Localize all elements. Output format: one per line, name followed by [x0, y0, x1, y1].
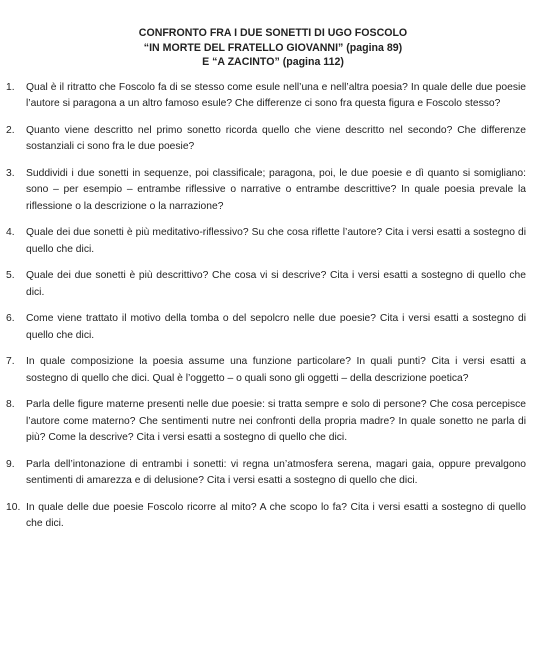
question-text: Parla dell’intonazione di entrambi i sonetti: vi regna un’atmosfera serena, magari gaia, oppure prevalgono sentimenti di amarezza e di delusione? Cita i versi esatti a sostegno di quello che dici.	[26, 458, 526, 486]
question-item	[6, 457, 526, 490]
question-text: Qual è il ritratto che Foscolo fa di se stesso come esule nell’una e nell’altra poesia? In quale delle due poesie l’autore si paragona a un altro famoso esule? Che differenze ci sono fra questa figura e Foscolo stesso?	[26, 81, 526, 109]
question-item	[6, 80, 526, 113]
question-number: 6.	[6, 313, 15, 324]
question-number: 3.	[6, 167, 15, 179]
question-item	[6, 500, 526, 533]
question-text: Quale dei due sonetti è più descrittivo? Che cosa vi si descrive? Cita i versi esatti a sostegno di quello che dici.	[26, 270, 526, 298]
question-text: Come viene trattato il motivo della tomba o del sepolcro nelle due poesie? Cita i versi esatti a sostegno di quello che dici.	[26, 313, 526, 341]
question-number: 1.	[6, 81, 15, 93]
question-item	[6, 123, 526, 156]
question-text: Suddividi i due sonetti in sequenze, poi classificale; paragona, poi, le due poesie e dì quanto si somigliano: sono – per esempio – entrambe riflessive o narrative o entrambe descrittive? In quale poesia prevale la riflessione o la descrizione o la narrazione?	[26, 167, 526, 212]
question-number: 4.	[6, 227, 15, 238]
question-number: 2.	[6, 124, 15, 136]
question-item	[6, 354, 526, 387]
question-text: Parla delle figure materne presenti nelle due poesie: si tratta sempre e solo di persone? Che cosa percepisce l’autore come materno? Che sentimenti nutre nei confronti della propria madre? In quale sonetto ne parla di più? Come la descrive? Cita i versi esatti a sostegno di quello che dici.	[26, 399, 526, 443]
question-number: 5.	[6, 270, 15, 281]
question-text: In quale delle due poesie Foscolo ricorre al mito? A che scopo lo fa? Cita i versi esatti a sostegno di quello che dici.	[26, 501, 526, 529]
question-item	[6, 397, 526, 447]
document-title	[20, 26, 526, 70]
question-item	[6, 268, 526, 301]
title-line: CONFRONTO FRA I DUE SONETTI DI UGO FOSCOLO	[138, 27, 408, 39]
question-item	[6, 166, 526, 216]
question-text: Quale dei due sonetti è più meditativo-riflessivo? Su che cosa riflette l’autore? Cita i versi esatti a sostegno di quello che dici.	[26, 227, 526, 255]
question-number: 8.	[6, 399, 15, 410]
question-item	[6, 225, 526, 258]
title-line: “IN MORTE DEL FRATELLO GIOVANNI” (pagina 89)	[143, 41, 403, 54]
question-number: 7.	[6, 356, 15, 367]
question-text: Quanto viene descritto nel primo sonetto ricorda quello che viene descritto nel secondo? Che differenze sostanziali ci sono fra le due poesie?	[26, 124, 526, 152]
question-number: 10.	[6, 501, 21, 513]
question-text: In quale composizione la poesia assume una funzione particolare? In quali punti? Cita i versi esatti a sostegno di quello che dici. Qual è l’oggetto – o quali sono gli oggetti – della descrizione poetica?	[26, 356, 526, 384]
question-item	[6, 311, 526, 344]
question-list	[6, 80, 526, 533]
title-line: E “A ZACINTO” (pagina 112)	[202, 56, 344, 68]
question-number: 9.	[6, 458, 15, 470]
